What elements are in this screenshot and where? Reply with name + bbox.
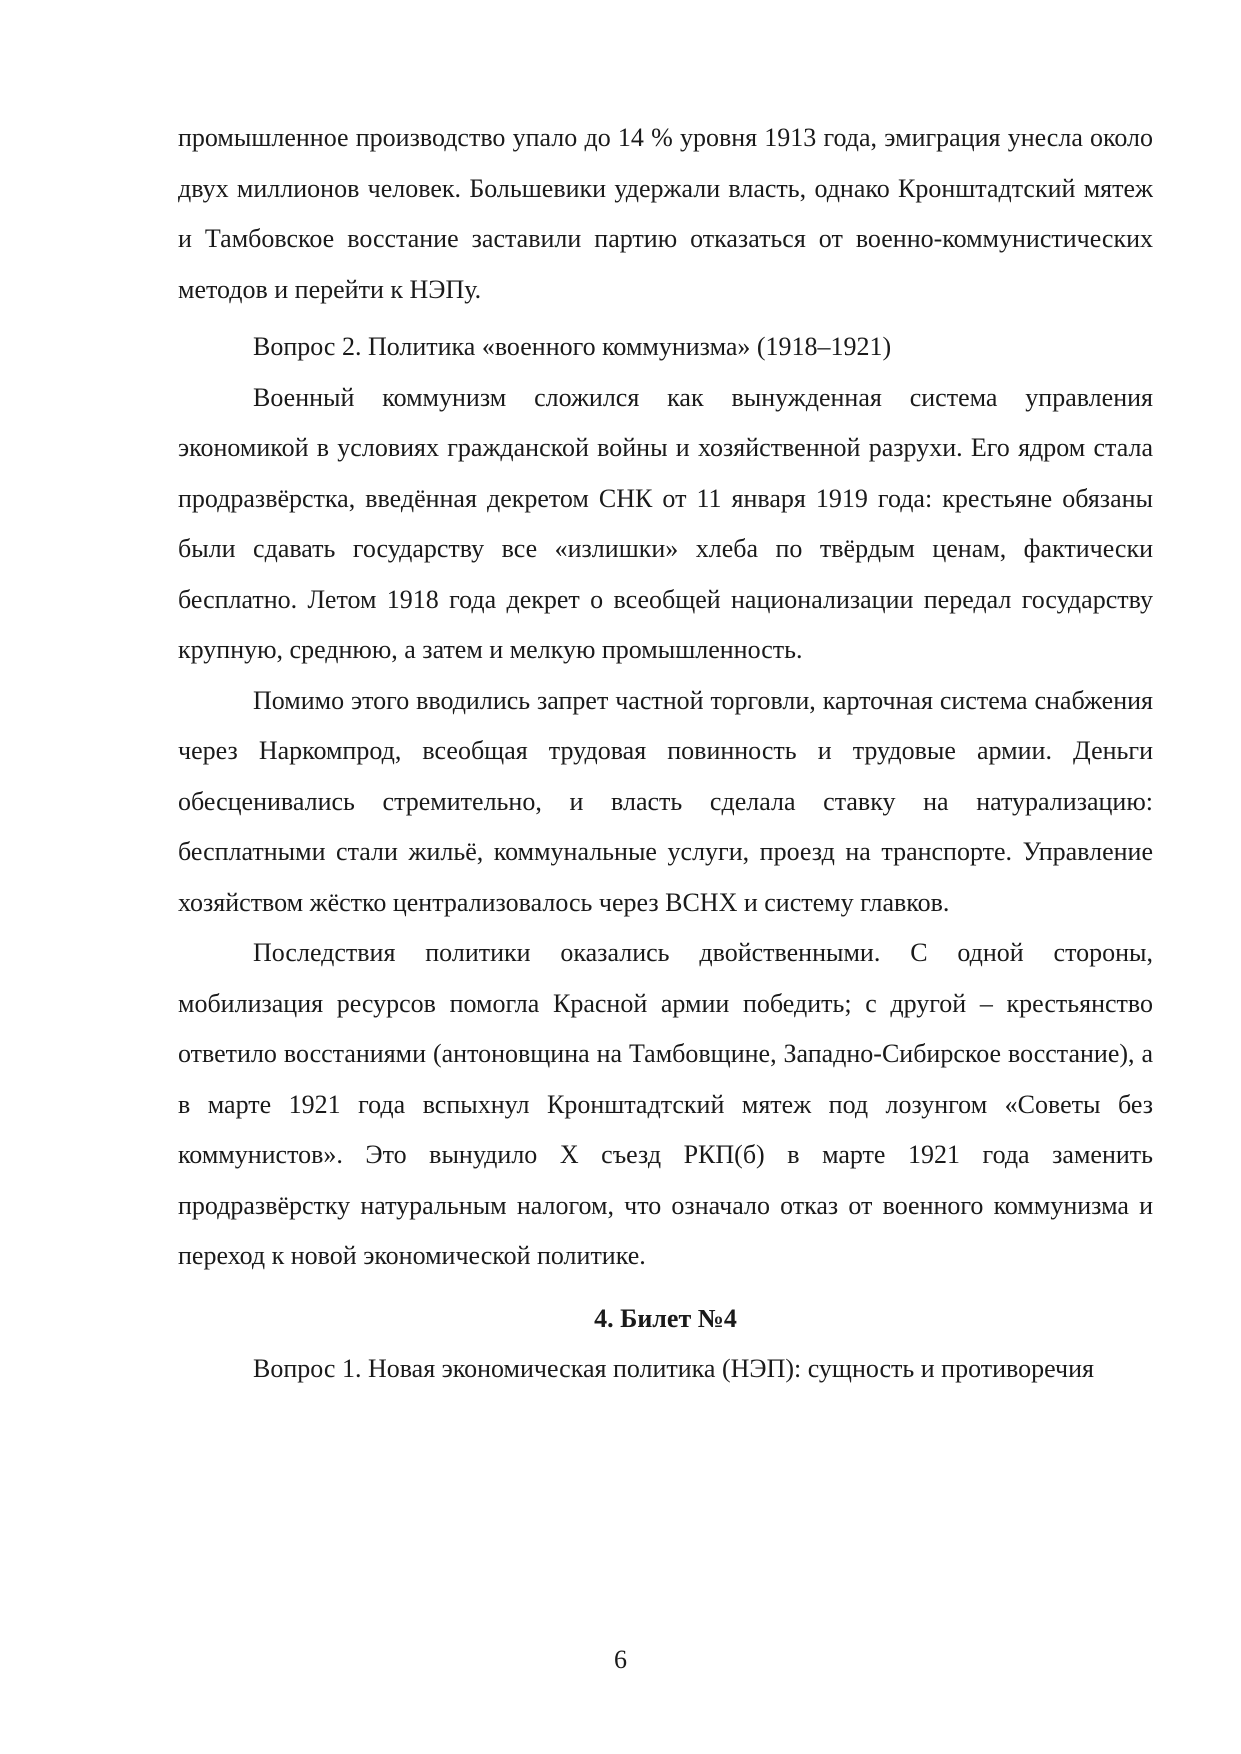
paragraph-continuation: промышленное производство упало до 14 % уровня 1913 года, эмиграция унесла около двух миллионов человек. Большевики удержали власть, однако Кронштадтский мятеж и Тамбовское восстание заставили партию отказаться от военно-коммунистических методов и перейти к НЭПу.	[178, 123, 1153, 304]
paragraph-war-communism-measures: Помимо этого вводились запрет частной торговли, карточная система снабжения через Наркомпрод, всеобщая трудовая повинность и трудовые армии. Деньги обесценивались стремительно, и власть сделала ставку на натурализацию: бесплатными стали жильё, коммунальные услуги, проезд на транспорте. Управление хозяйством жёстко централизовалось через ВСНХ и систему главков.	[178, 685, 1153, 917]
question-2-title: Вопрос 2. Политика «военного коммунизма» (1918–1921)	[253, 332, 892, 361]
document-page	[178, 113, 1153, 1395]
paragraph-war-communism-consequences: Последствия политики оказались двойственными. С одной стороны, мобилизация ресурсов помогла Красной армии победить; с другой – крестьянство ответило восстаниями (антоновщина на Тамбовщине, Западно-Сибирское восстание), а в марте 1921 года вспыхнул Кронштадтский мятеж под лозунгом «Советы без коммунистов». Это вынудило X съезд РКП(б) в марте 1921 года заменить продразвёрстку натуральным налогом, что означало отказ от военного коммунизма и переход к новой экономической политике.	[178, 938, 1153, 1270]
page-number: 6	[614, 1645, 627, 1674]
question-1-title: Вопрос 1. Новая экономическая политика (НЭП): сущность и противоречия	[253, 1354, 1094, 1383]
ticket-heading: 4. Билет №4	[594, 1303, 737, 1333]
paragraph-war-communism-intro: Военный коммунизм сложился как вынужденная система управления экономикой в условиях гражданской войны и хозяйственной разрухи. Его ядром стала продразвёрстка, введённая декретом СНК от 11 января 1919 года: крестьяне обязаны были сдавать государству все «излишки» хлеба по твёрдым ценам, фактически бесплатно. Летом 1918 года декрет о всеобщей национализации передал государству крупную, среднюю, а затем и мелкую промышленность.	[178, 382, 1153, 664]
